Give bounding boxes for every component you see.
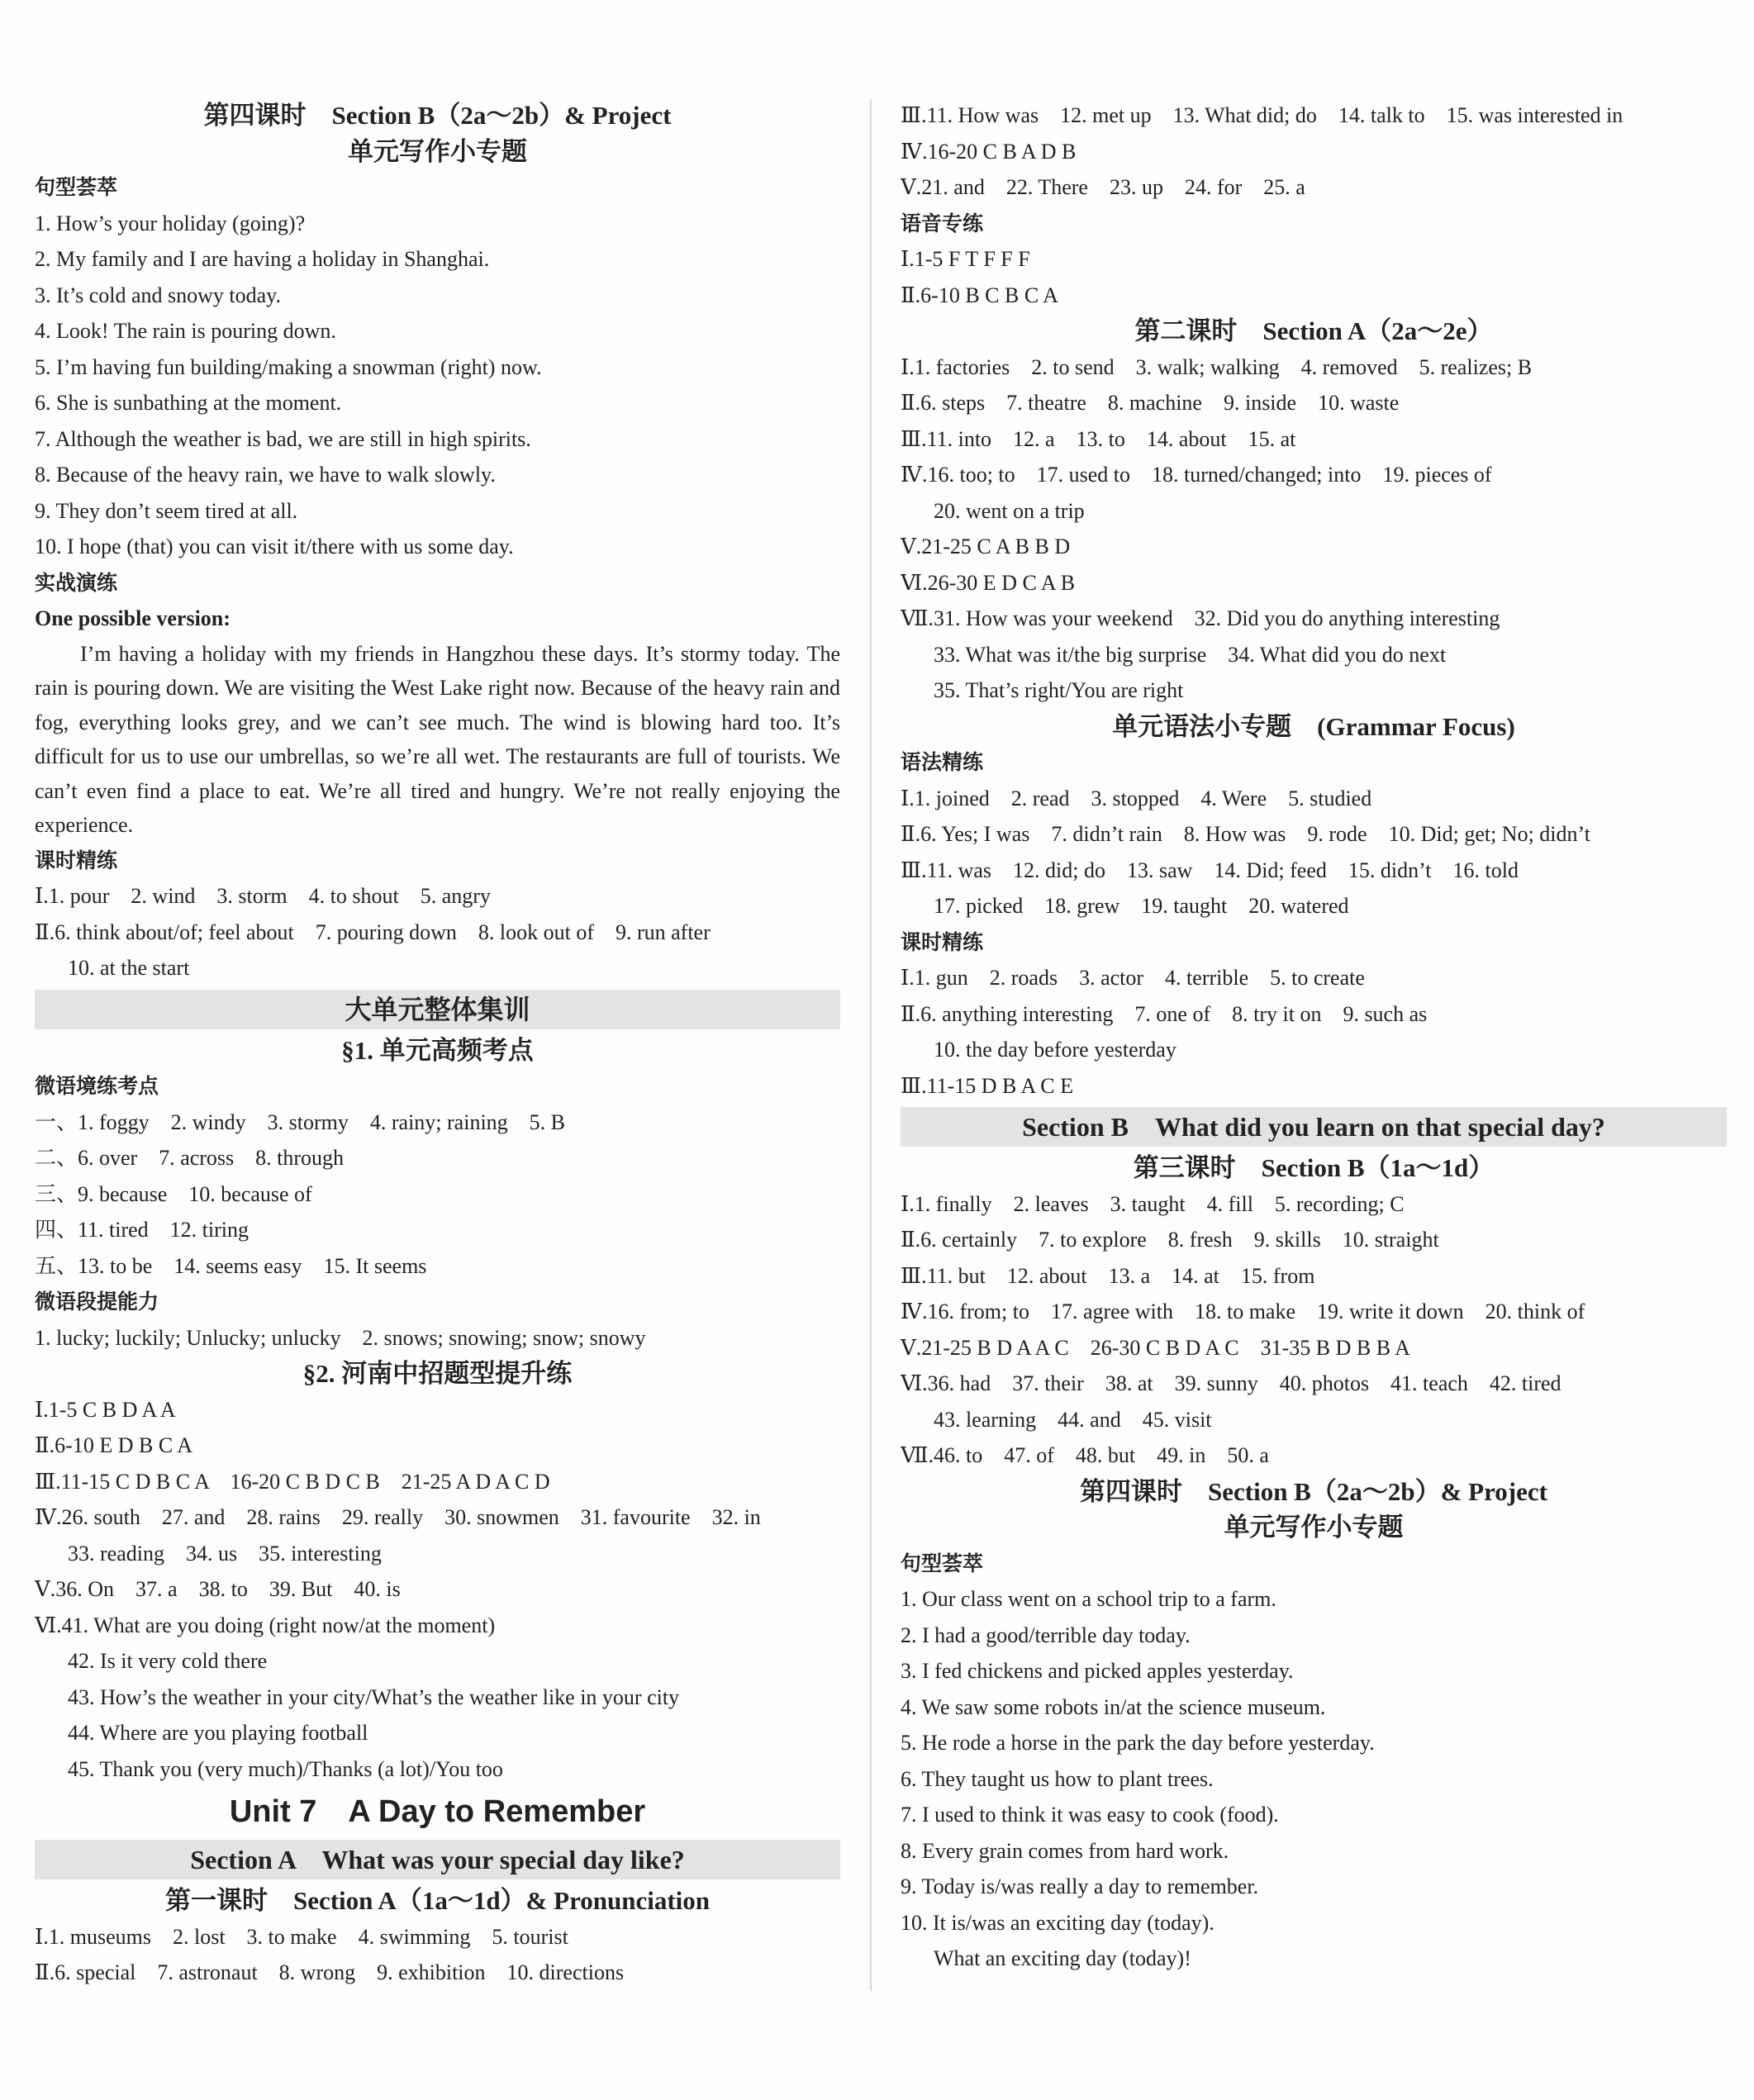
sentence-item: 6. They taught us how to plant trees.: [901, 1766, 1214, 1791]
right-column: [901, 97, 1727, 1977]
practice-heading: 实战演练: [35, 570, 118, 595]
sentences-heading: 句型荟萃: [901, 1551, 984, 1575]
sentence-item: 8. Because of the heavy rain, we have to walk slowly.: [35, 463, 496, 487]
answer-line: Ⅱ.6. special 7. astronaut 8. wrong 9. exhibition 10. directions: [35, 1960, 625, 1984]
sentence-item: 10. It is/was an exciting day (today).: [901, 1910, 1214, 1935]
lesson4-title: 第四课时 Section B（2a～2b）& Project: [1080, 1476, 1547, 1506]
version-label: One possible version:: [35, 606, 231, 630]
answer-line: Ⅲ.11. into 12. a 13. to 14. about 15. at: [901, 426, 1296, 451]
sentences-heading: 句型荟萃: [35, 175, 118, 199]
sentence-item: 2. I had a good/terrible day today.: [901, 1623, 1191, 1647]
answer-line: 17. picked 18. grew 19. taught 20. watered: [934, 894, 1349, 918]
sentence-item: 9. They don’t seem tired at all.: [35, 498, 298, 523]
sentence-item: 4. We saw some robots in/at the science museum.: [901, 1694, 1326, 1719]
section-b-banner: Section B What did you learn on that special day?: [901, 1107, 1727, 1147]
answer-line: Ⅴ.36. On 37. a 38. to 39. But 40. is: [35, 1577, 401, 1601]
sentence-item: What an exciting day (today)!: [934, 1946, 1191, 1970]
section-a-banner: Section A What was your special day like?: [35, 1840, 840, 1879]
answer-line: Ⅳ.26. south 27. and 28. rains 29. really 30. snowmen 31. favourite 32. in: [35, 1505, 761, 1529]
sentence-item: 8. Every grain comes from hard work.: [901, 1838, 1229, 1863]
answer-line: Ⅴ.21. and 22. There 23. up 24. for 25. a: [901, 175, 1305, 199]
answer-line: Ⅲ.11. How was 12. met up 13. What did; do 14. talk to 15. was interested in: [901, 103, 1623, 127]
answer-line: Ⅲ.11. was 12. did; do 13. saw 14. Did; feed 15. didn’t 16. told: [901, 858, 1519, 882]
answer-line: 35. That’s right/You are right: [934, 678, 1184, 702]
sentence-item: 9. Today is/was really a day to remember.: [901, 1874, 1259, 1898]
answer-line: Ⅱ.6. certainly 7. to explore 8. fresh 9. skills 10. straight: [901, 1228, 1439, 1252]
answer-line: 43. learning 44. and 45. visit: [934, 1407, 1212, 1432]
sentence-item: 1. Our class went on a school trip to a farm.: [901, 1587, 1276, 1611]
sentence-item: 5. He rode a horse in the park the day before yesterday.: [901, 1731, 1375, 1755]
answer-line: Ⅴ.21-25 C A B B D: [901, 535, 1071, 558]
lesson1-title: 第一课时 Section A（1a～1d）& Pronunciation: [164, 1886, 711, 1915]
answer-line: Ⅵ.41. What are you doing (right now/at the moment): [35, 1613, 496, 1637]
answer-line: Ⅱ.6-10 E D B C A: [35, 1433, 193, 1457]
answer-line: 1. lucky; luckily; Unlucky; unlucky 2. snows; snowing; snow; snowy: [35, 1325, 646, 1350]
sentence-item: 4. Look! The rain is pouring down.: [35, 319, 336, 343]
lesson3-title: 第三课时 Section B（1a～1d）: [1133, 1153, 1495, 1182]
lesson4-subtitle: 单元写作小专题: [348, 136, 527, 166]
answer-line: Ⅲ.11-15 D B A C E: [901, 1073, 1074, 1098]
answer-line: 33. reading 34. us 35. interesting: [68, 1541, 382, 1565]
answer-line: 45. Thank you (very much)/Thanks (a lot)/You too: [68, 1756, 503, 1781]
grammar-heading: 语法精练: [901, 750, 984, 774]
answer-line: Ⅰ.1. joined 2. read 3. stopped 4. Were 5. studied: [901, 786, 1372, 810]
answer-line: Ⅲ.11. but 12. about 13. a 14. at 15. from: [901, 1263, 1315, 1288]
answer-line: 二、6. over 7. across 8. through: [35, 1146, 345, 1170]
answer-line: Ⅰ.1. pour 2. wind 3. storm 4. to shout 5. angry: [35, 884, 491, 908]
sentence-item: 10. I hope (that) you can visit it/there with us some day.: [35, 535, 514, 558]
grammar-title: 单元语法小专题 (Grammar Focus): [1112, 711, 1515, 741]
answer-line: Ⅰ.1-5 C B D A A: [35, 1397, 176, 1422]
answer-line: 20. went on a trip: [934, 498, 1085, 523]
answer-line: Ⅱ.6. anything interesting 7. one of 8. try it on 9. such as: [901, 1001, 1428, 1026]
answer-line: 43. How’s the weather in your city/What’s the weather like in your city: [68, 1684, 680, 1709]
model-essay: I’m having a holiday with my friends in Hangzhou these days. It’s stormy today. The rain is pouring down. We are visiting the West Lake right now. Because of the heavy rain and fog, everything looks grey, and we can’t see much. The wind is blowing hard too. It’s difficult for us to use our umbrellas, so we’re all wet. The restaurants are full of tourists. We can’t even find a place to eat. We’re all tired and hungry. We’re not really enjoying the experience.: [35, 641, 840, 837]
answer-line: Ⅰ.1. factories 2. to send 3. walk; walking 4. removed 5. realizes; B: [901, 354, 1533, 379]
answer-line: Ⅰ.1. finally 2. leaves 3. taught 4. fill 5. recording; C: [901, 1191, 1405, 1216]
unit-title: Unit 7 A Day to Remember: [229, 1794, 646, 1829]
big-unit-banner: 大单元整体集训: [35, 990, 840, 1029]
drill-heading: 课时精练: [901, 929, 984, 954]
answer-line: Ⅲ.11-15 C D B C A 16-20 C B D C B 21-25 A D A C D: [35, 1469, 550, 1494]
sentence-item: 1. How’s your holiday (going)?: [35, 211, 306, 235]
answer-line: Ⅳ.16-20 C B A D B: [901, 139, 1077, 164]
micro-heading: 微语境练考点: [35, 1074, 159, 1098]
answer-line: 10. at the start: [68, 956, 190, 980]
answer-line: Ⅵ.26-30 E D C A B: [901, 570, 1076, 595]
phonetics-heading: 语音专练: [901, 211, 984, 235]
answer-line: Ⅳ.16. from; to 17. agree with 18. to make 19. write it down 20. think of: [901, 1299, 1585, 1323]
column-divider: [870, 99, 872, 1991]
sentence-item: 7. I used to think it was easy to cook (food).: [901, 1803, 1279, 1827]
sentence-item: 3. I fed chickens and picked apples yesterday.: [901, 1659, 1294, 1683]
answer-line: 三、9. because 10. because of: [35, 1181, 312, 1206]
answer-line: 44. Where are you playing football: [68, 1721, 368, 1745]
answer-line: Ⅶ.31. How was your weekend 32. Did you do anything interesting: [901, 606, 1500, 630]
s1-title: §1. 单元高频考点: [341, 1035, 534, 1065]
sentence-item: 5. I’m having fun building/making a snowman (right) now.: [35, 354, 542, 379]
lesson2-title: 第二课时 Section A（2a～2e）: [1134, 316, 1493, 345]
sentence-item: 2. My family and I are having a holiday in Shanghai.: [35, 247, 490, 271]
answer-line: Ⅴ.21-25 B D A A C 26-30 C B D A C 31-35 B D B B A: [901, 1335, 1410, 1360]
sentence-item: 7. Although the weather is bad, we are still in high spirits.: [35, 426, 531, 451]
answer-line: Ⅱ.6. think about/of; feel about 7. pouring down 8. look out of 9. run after: [35, 919, 711, 944]
lesson4-subtitle: 单元写作小专题: [1224, 1513, 1404, 1542]
left-column: [35, 97, 840, 1991]
answer-line: Ⅰ.1. museums 2. lost 3. to make 4. swimming 5. tourist: [35, 1924, 568, 1949]
answer-line: Ⅰ.1-5 F T F F F: [901, 247, 1030, 271]
answer-line: Ⅱ.6. steps 7. theatre 8. machine 9. inside 10. waste: [901, 391, 1400, 415]
answer-line: 42. Is it very cold there: [68, 1649, 268, 1673]
lesson4-title: 第四课时 Section B（2a～2b）& Project: [203, 101, 672, 130]
sentence-item: 3. It’s cold and snowy today.: [35, 283, 281, 307]
answer-line: Ⅶ.46. to 47. of 48. but 49. in 50. a: [901, 1443, 1269, 1467]
answer-line: Ⅳ.16. too; to 17. used to 18. turned/changed; into 19. pieces of: [901, 463, 1492, 487]
answer-line: 33. What was it/the big surprise 34. What did you do next: [934, 642, 1447, 667]
paragraph-heading: 微语段提能力: [35, 1290, 159, 1314]
answer-line: Ⅱ.6. Yes; I was 7. didn’t rain 8. How was 9. rode 10. Did; get; No; didn’t: [901, 822, 1590, 846]
answer-line: 五、13. to be 14. seems easy 15. It seems: [35, 1253, 427, 1278]
answer-line: Ⅱ.6-10 B C B C A: [901, 283, 1059, 307]
answer-line: 10. the day before yesterday: [934, 1038, 1176, 1062]
answer-line: Ⅰ.1. gun 2. roads 3. actor 4. terrible 5. to create: [901, 966, 1365, 990]
drill-heading: 课时精练: [35, 848, 118, 872]
s2-title: §2. 河南中招题型提升练: [302, 1359, 573, 1388]
answer-line: 一、1. foggy 2. windy 3. stormy 4. rainy; raining 5. B: [35, 1109, 566, 1134]
sentence-item: 6. She is sunbathing at the moment.: [35, 391, 342, 415]
answer-line: 四、11. tired 12. tiring: [35, 1218, 250, 1242]
answer-line: Ⅵ.36. had 37. their 38. at 39. sunny 40. photos 41. teach 42. tired: [901, 1371, 1561, 1395]
